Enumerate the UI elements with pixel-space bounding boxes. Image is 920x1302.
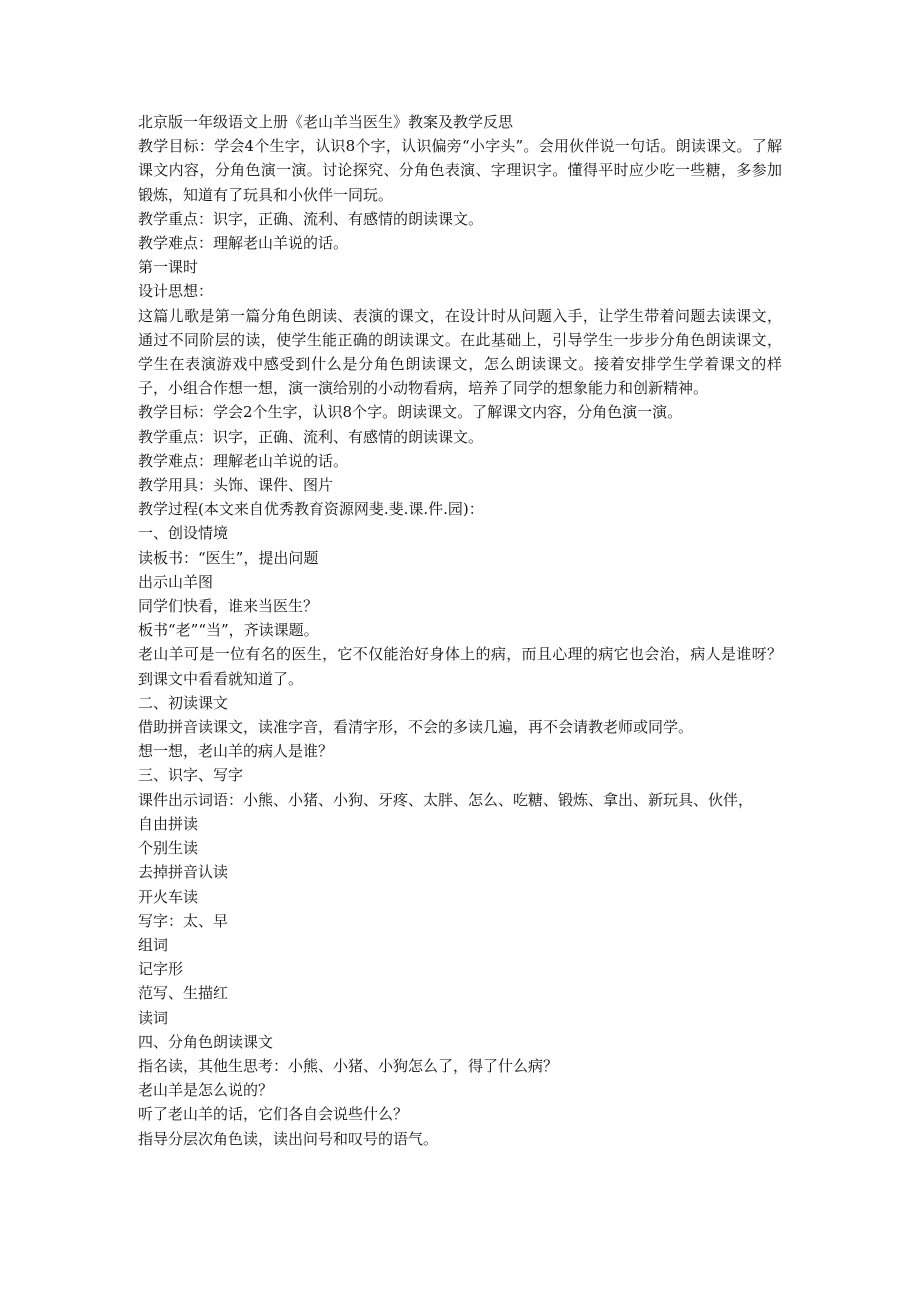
section-heading-3: 三、识字、写字 bbox=[138, 766, 244, 785]
process-line: 个别生读 bbox=[138, 839, 199, 858]
process-line: 去掉拼音认读 bbox=[138, 863, 229, 882]
process-line: 开火车读 bbox=[138, 887, 199, 906]
process-line: 写字：太、早 bbox=[138, 911, 229, 930]
process-line: 自由拼读 bbox=[138, 814, 199, 833]
process-line: 出示山羊图 bbox=[138, 572, 214, 591]
process-line: 指导分层次角色读，读出问号和叹号的语气。 bbox=[138, 1129, 439, 1148]
design-thoughts-heading: 设计思想： bbox=[138, 282, 214, 301]
teaching-goals: 教学目标：学会4个生字，认识8个字，认识偏旁“小字头”。会用伙伴说一句话。朗读课文。了解课文内容，分角色演一演。讨论探究、分角色表演、字理识字。懂得平时应少吃一些糖，多参加锻炼，知道有了玩具和小伙伴一同玩。 bbox=[138, 137, 782, 204]
process-line: 读板书：“医生”，提出问题 bbox=[138, 548, 319, 567]
section-heading-1: 一、创设情境 bbox=[138, 524, 229, 543]
process-line: 组词 bbox=[138, 935, 169, 954]
design-thoughts-paragraph: 这篇儿歌是第一篇分角色朗读、表演的课文，在设计时从问题入手，让学生带着问题去读课文，通过不同阶层的读，使学生能正确的朗读课文。在此基础上，引导学生一步步分角色朗读课文，学生在表演游戏中感受到什么是分角色朗读课文，怎么朗读课文。接着安排学生学着课文的样子，小组合作想一想，演一演给别的小动物看病，培养了同学的想象能力和创新精神。 bbox=[138, 306, 782, 398]
document-body bbox=[138, 110, 782, 1151]
teaching-tools: 教学用具：头饰、课件、图片 bbox=[138, 476, 334, 495]
lesson-difficulty: 教学难点：理解老山羊说的话。 bbox=[138, 451, 349, 470]
process-line: 课件出示词语：小熊、小猪、小狗、牙疼、太胖、怎么、吃糖、锻炼、拿出、新玩具、伙伴， bbox=[138, 790, 754, 809]
process-line: 借助拼音读课文，读准字音，看清字形，不会的多读几遍，再不会请教老师或同学。 bbox=[138, 718, 694, 737]
process-line: 范写、生描红 bbox=[138, 984, 229, 1003]
process-line: 同学们快看，谁来当医生？ bbox=[138, 597, 319, 616]
process-line: 指名读，其他生思考：小熊、小猪、小狗怎么了，得了什么病？ bbox=[138, 1056, 559, 1075]
section-heading-4: 四、分角色朗读课文 bbox=[138, 1032, 274, 1051]
document-title: 北京版一年级语文上册《老山羊当医生》教案及教学反思 bbox=[138, 113, 514, 131]
teaching-difficulty: 教学难点：理解老山羊说的话。 bbox=[138, 234, 349, 253]
lesson-goals: 教学目标：学会2个生字，认识8个字。朗读课文。了解课文内容，分角色演一演。 bbox=[138, 403, 683, 422]
lesson-focus: 教学重点：识字，正确、流利、有感情的朗读课文。 bbox=[138, 427, 484, 446]
teaching-focus: 教学重点：识字，正确、流利、有感情的朗读课文。 bbox=[138, 209, 484, 228]
lesson-heading: 第一课时 bbox=[138, 258, 199, 277]
process-line: 读词 bbox=[138, 1008, 169, 1027]
process-paragraph: 老山羊可是一位有名的医生，它不仅能治好身体上的病，而且心理的病它也会治，病人是谁呀？到课文中看看就知道了。 bbox=[138, 645, 782, 688]
process-line: 想一想，老山羊的病人是谁？ bbox=[138, 742, 334, 761]
process-line: 板书“老”“当”，齐读课题。 bbox=[138, 621, 319, 640]
process-line: 老山羊是怎么说的？ bbox=[138, 1081, 274, 1100]
section-heading-2: 二、初读课文 bbox=[138, 693, 229, 712]
process-line: 听了老山羊的话，它们各自会说些什么？ bbox=[138, 1105, 409, 1124]
process-line: 记字形 bbox=[138, 960, 184, 979]
teaching-process-heading: 教学过程(本文来自优秀教育资源网斐.斐.课.件.园)： bbox=[138, 500, 484, 519]
